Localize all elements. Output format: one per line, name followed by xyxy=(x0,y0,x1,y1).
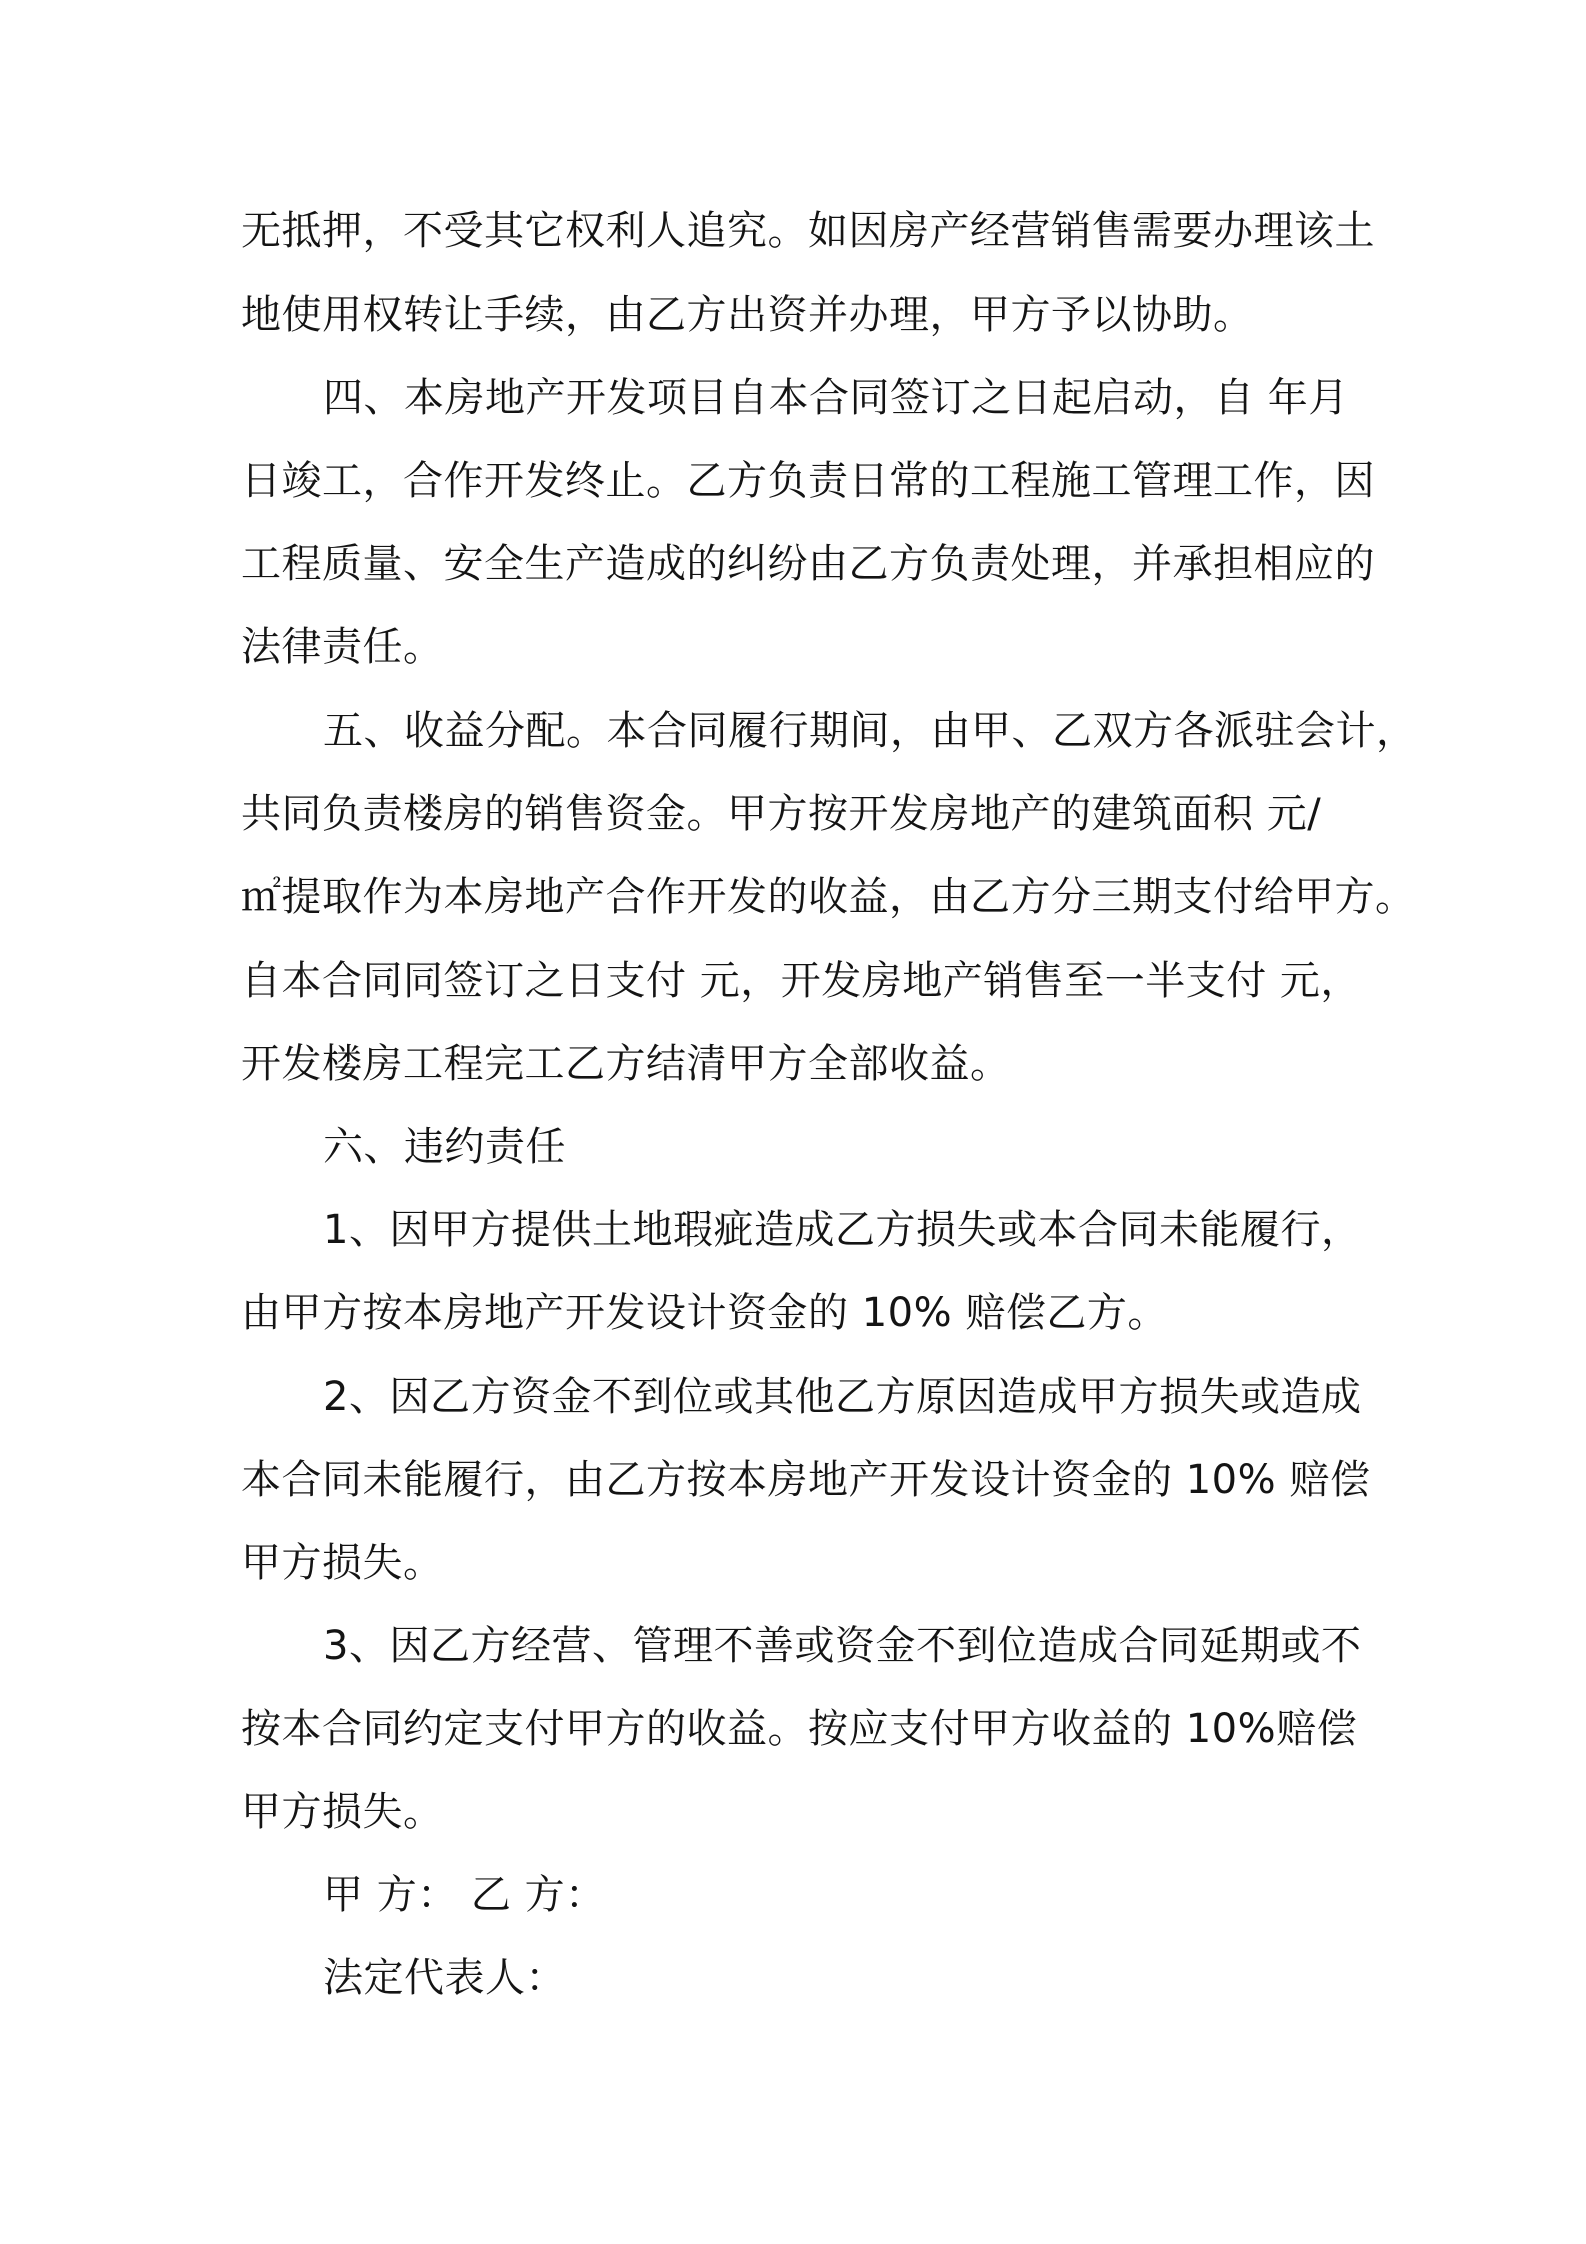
text-line: 共同负责楼房的销售资金。甲方按开发房地产的建筑面积 元/ xyxy=(241,791,1322,837)
text-line: 日竣工，合作开发终止。乙方负责日常的工程施工管理工作，因 xyxy=(241,458,1375,504)
text-line: 本合同未能履行，由乙方按本房地产开发设计资金的 10% 赔偿 xyxy=(241,1457,1371,1503)
text-line: 由甲方按本房地产开发设计资金的 10% 赔偿乙方。 xyxy=(241,1290,1168,1336)
text-line: 自本合同同签订之日支付 元，开发房地产销售至一半支付 元， xyxy=(241,958,1361,1004)
legal-representative: 法定代表人： xyxy=(323,1955,566,2001)
paragraph-5-line: 五、收益分配。本合同履行期间，由甲、乙双方各派驻会计， xyxy=(323,708,1417,754)
clause-1-line: 1、因甲方提供土地瑕疵造成乙方损失或本合同未能履行， xyxy=(323,1207,1362,1253)
clause-2-line: 2、因乙方资金不到位或其他乙方原因造成甲方损失或造成 xyxy=(323,1374,1362,1420)
text-line: 无抵押，不受其它权利人追究。如因房产经营销售需要办理该土 xyxy=(241,208,1375,254)
text-line: 甲方损失。 xyxy=(241,1789,444,1835)
text-line: ㎡提取作为本房地产合作开发的收益，由乙方分三期支付给甲方。 xyxy=(241,874,1416,920)
clause-3-line: 3、因乙方经营、管理不善或资金不到位造成合同延期或不 xyxy=(323,1623,1362,1669)
text-line: 开发楼房工程完工乙方结清甲方全部收益。 xyxy=(241,1041,1011,1087)
text-line: 法律责任。 xyxy=(241,624,444,670)
text-line: 地使用权转让手续，由乙方出资并办理，甲方予以协助。 xyxy=(241,292,1254,338)
section-heading-breach: 六、违约责任 xyxy=(323,1124,566,1170)
text-line: 按本合同约定支付甲方的收益。按应支付甲方收益的 10%赔偿 xyxy=(241,1706,1358,1752)
text-line: 甲方损失。 xyxy=(241,1540,444,1586)
text-line: 工程质量、安全生产造成的纠纷由乙方负责处理，并承担相应的 xyxy=(241,541,1375,587)
signature-parties: 甲 方： 乙 方： xyxy=(323,1872,606,1918)
paragraph-4-line: 四、本房地产开发项目自本合同签订之日起启动，自 年月 xyxy=(323,375,1349,421)
